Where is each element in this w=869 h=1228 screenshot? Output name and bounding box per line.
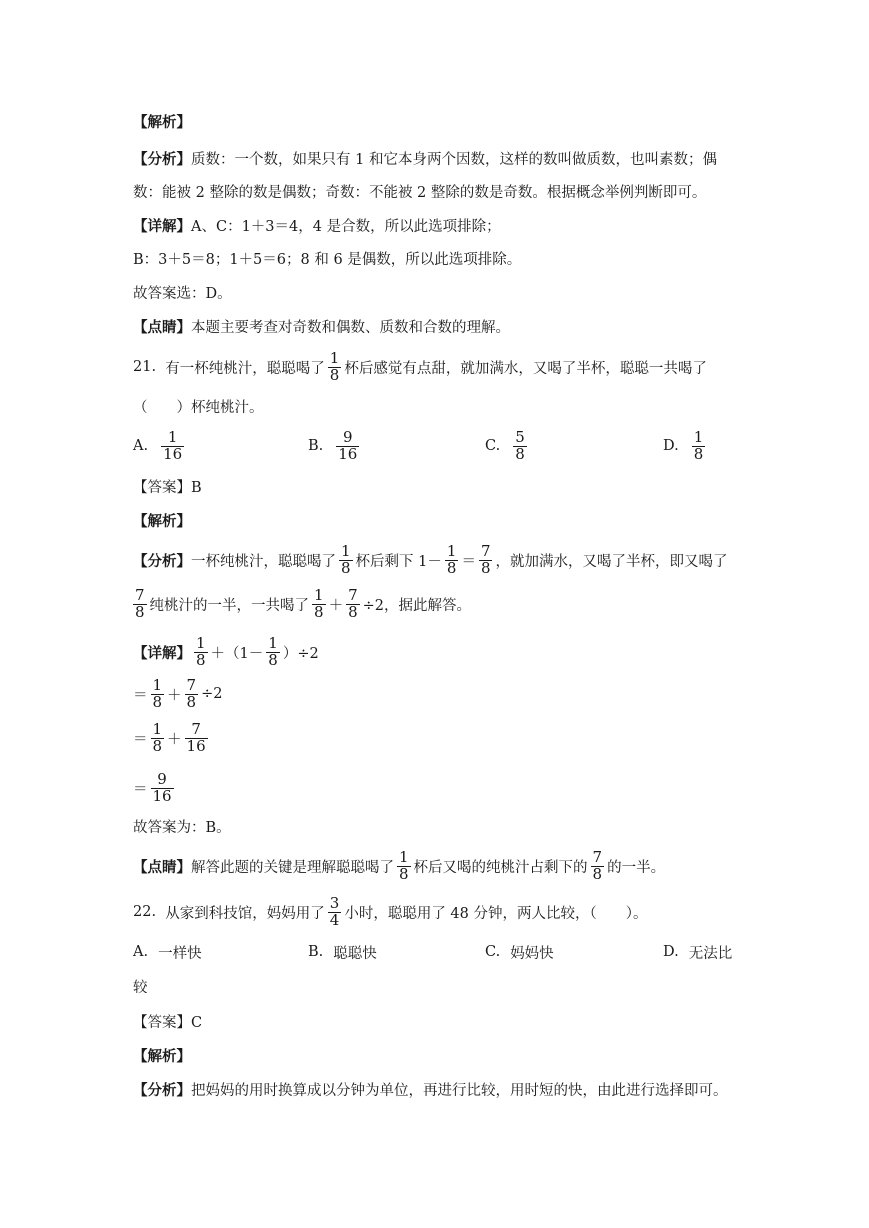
fraction-numerator: 1 (446, 541, 457, 560)
text: B：3＋5＝8；1＋5＝6；8 和 6 是偶数，所以此选项排除。 (133, 251, 522, 268)
fraction-denominator: 8 (693, 444, 704, 463)
option-label: C. (485, 438, 501, 454)
fraction-numerator: 3 (329, 893, 340, 912)
section-heading-analysis (133, 500, 737, 540)
text: ＋ (328, 597, 344, 614)
detail-step-3 (133, 716, 737, 760)
text: （ ）杯纯桃汁。 (133, 399, 264, 416)
fraction-numerator: 1 (693, 427, 704, 446)
paragraph-comment (133, 306, 737, 346)
option-b[interactable] (308, 424, 362, 468)
fraction (133, 585, 147, 621)
fraction-denominator: 4 (329, 910, 340, 929)
fraction (185, 675, 199, 711)
fraction-numerator: 7 (480, 541, 491, 560)
text: 【答案】B (133, 479, 202, 496)
fraction-denominator: 8 (152, 736, 163, 755)
text: 把妈妈的用时换算成以分钟为单位，再进行比较，用时短的快，由此进行选择即可。 (191, 1082, 728, 1099)
fraction (513, 427, 527, 463)
option-label: A. (133, 438, 149, 454)
text: 小时，聪聪用了 48 分钟，两人比较，（ ）。 (344, 905, 648, 922)
text: ＋（1－ (210, 645, 264, 662)
text: 故答案为：B。 (133, 819, 231, 836)
tag-dianjing: 【点睛】 (133, 858, 191, 876)
fraction-denominator: 8 (592, 864, 603, 883)
option-text: 聪聪快 (333, 945, 377, 962)
fraction-numerator: 1 (152, 719, 163, 738)
fraction (339, 541, 353, 577)
fraction-numerator: 1 (268, 633, 278, 652)
text: 杯后感觉有点甜，就加满水，又喝了半杯，聪聪一共喝了 (344, 360, 707, 377)
detail-step-1 (133, 630, 737, 674)
fraction-denominator: 8 (314, 602, 324, 621)
paragraph-comment (133, 844, 737, 888)
fraction-denominator: 16 (163, 444, 183, 463)
text: 较 (133, 979, 148, 996)
option-text: 一样快 (158, 945, 202, 962)
fraction-denominator: 16 (152, 786, 172, 805)
text: 数：能被 2 整除的数是偶数；奇数：不能被 2 整除的数是奇数。根据概念举例判断即可。 (133, 184, 707, 201)
fraction-denominator: 8 (135, 602, 145, 621)
fraction-numerator: 1 (314, 585, 324, 604)
fraction-denominator: 8 (348, 602, 358, 621)
text: 故答案选：D。 (133, 285, 232, 302)
fraction-numerator: 1 (341, 541, 351, 560)
text: ＋ (167, 687, 182, 704)
fraction-denominator: 8 (341, 558, 351, 577)
section-heading-analysis (133, 101, 737, 141)
paragraph-analysis (133, 1069, 737, 1109)
option-label: B. (308, 438, 324, 454)
fraction (194, 633, 208, 669)
text: 杯后又喝的纯桃汁占剩下的 (413, 859, 588, 876)
fraction-numerator: 5 (515, 427, 525, 446)
text: ÷2，据此解答。 (362, 597, 472, 614)
fraction-numerator: 1 (196, 633, 206, 652)
option-a[interactable] (133, 424, 187, 468)
text: 杯后剩下 1－ (355, 553, 442, 570)
fraction (266, 633, 280, 669)
tag-fenxi: 【分析】 (133, 150, 191, 168)
fraction (591, 847, 605, 883)
fraction-numerator: 1 (152, 675, 163, 694)
text: ＝ (133, 687, 148, 704)
fraction (328, 348, 342, 384)
text: ＝ (461, 553, 476, 570)
option-d-wrap (133, 966, 737, 1006)
paragraph-analysis (133, 538, 737, 582)
tag-xiangjie: 【详解】 (133, 644, 191, 662)
fraction-numerator: 9 (157, 769, 167, 788)
option-text: 妈妈快 (510, 945, 554, 962)
text: ＋ (167, 731, 182, 748)
text: 的一半。 (607, 859, 666, 876)
option-label: A. (133, 944, 149, 960)
fraction-denominator: 8 (446, 558, 457, 577)
text: 质数：一个数，如果只有 1 和它本身两个因数，这样的数叫做质数，也叫素数；偶 (191, 151, 717, 168)
fraction-numerator: 1 (399, 847, 409, 866)
fraction-denominator: 8 (480, 558, 491, 577)
fraction (328, 893, 342, 929)
text: 从家到科技馆，妈妈用了 (165, 905, 325, 922)
text: 本题主要考查对奇数和偶数、质数和合数的理解。 (191, 319, 510, 336)
question-number: 22. (133, 904, 157, 920)
fraction-denominator: 8 (196, 650, 206, 669)
option-d[interactable] (663, 424, 708, 468)
tag-jiexi: 【解析】 (133, 512, 191, 530)
tag-dianjing: 【点睛】 (133, 318, 191, 336)
option-label: D. (663, 944, 679, 960)
question-22-stem (133, 890, 737, 934)
option-text: 无法比 (688, 945, 733, 962)
fraction-numerator: 7 (135, 585, 145, 604)
fraction-numerator: 7 (186, 675, 197, 694)
text: A、C：1＋3＝4，4 是合数，所以此选项排除； (191, 218, 501, 235)
text: 解答此题的关键是理解聪聪喝了 (191, 859, 394, 876)
fraction-numerator: 7 (191, 719, 201, 738)
fraction-numerator: 1 (167, 427, 178, 446)
tag-fenxi: 【分析】 (133, 552, 191, 570)
fraction-denominator: 16 (338, 444, 358, 463)
fraction (479, 541, 493, 577)
fraction-denominator: 8 (399, 864, 409, 883)
tag-jiexi: 【解析】 (133, 113, 191, 131)
fraction (346, 585, 360, 621)
fraction-denominator: 8 (515, 444, 525, 463)
text: 纯桃汁的一半，一共喝了 (149, 597, 310, 614)
text: ＝ (133, 731, 148, 748)
option-label: B. (308, 944, 324, 960)
fraction-numerator: 7 (348, 585, 358, 604)
paragraph-analysis-cont (133, 582, 737, 626)
question-21-stem (133, 345, 737, 389)
fraction (397, 847, 411, 883)
text: ＝ (133, 781, 148, 798)
fraction-denominator: 8 (329, 365, 340, 384)
text: ÷2 (201, 686, 223, 702)
tag-jiexi: 【解析】 (133, 1047, 191, 1065)
question-number: 21. (133, 359, 157, 375)
tag-xiangjie: 【详解】 (133, 217, 191, 235)
fraction (161, 427, 184, 463)
fraction (692, 427, 706, 463)
text: 【答案】C (133, 1014, 203, 1031)
fraction-numerator: 9 (343, 427, 353, 446)
text: 一杯纯桃汁，聪聪喝了 (191, 553, 336, 570)
option-c[interactable] (485, 424, 530, 468)
fraction (151, 675, 165, 711)
text: ，就加满水，又喝了半杯，即又喝了 (495, 553, 728, 570)
fraction-denominator: 8 (186, 692, 197, 711)
question-21-stem-cont (133, 386, 737, 426)
fraction-denominator: 16 (186, 736, 206, 755)
answer-line (133, 806, 737, 846)
option-label: D. (663, 438, 679, 454)
fraction-numerator: 1 (329, 348, 340, 367)
fraction-denominator: 8 (268, 650, 278, 669)
detail-step-4 (133, 766, 737, 810)
detail-step-2 (133, 672, 737, 716)
text: 有一杯纯桃汁，聪聪喝了 (165, 360, 325, 377)
fraction-numerator: 7 (592, 847, 603, 866)
fraction (151, 719, 165, 755)
fraction-denominator: 8 (152, 692, 163, 711)
fraction (336, 427, 359, 463)
option-label: C. (485, 944, 501, 960)
fraction (185, 719, 208, 755)
text: ）÷2 (282, 645, 319, 662)
fraction (445, 541, 459, 577)
fraction (151, 769, 174, 805)
tag-fenxi: 【分析】 (133, 1081, 191, 1099)
fraction (312, 585, 326, 621)
